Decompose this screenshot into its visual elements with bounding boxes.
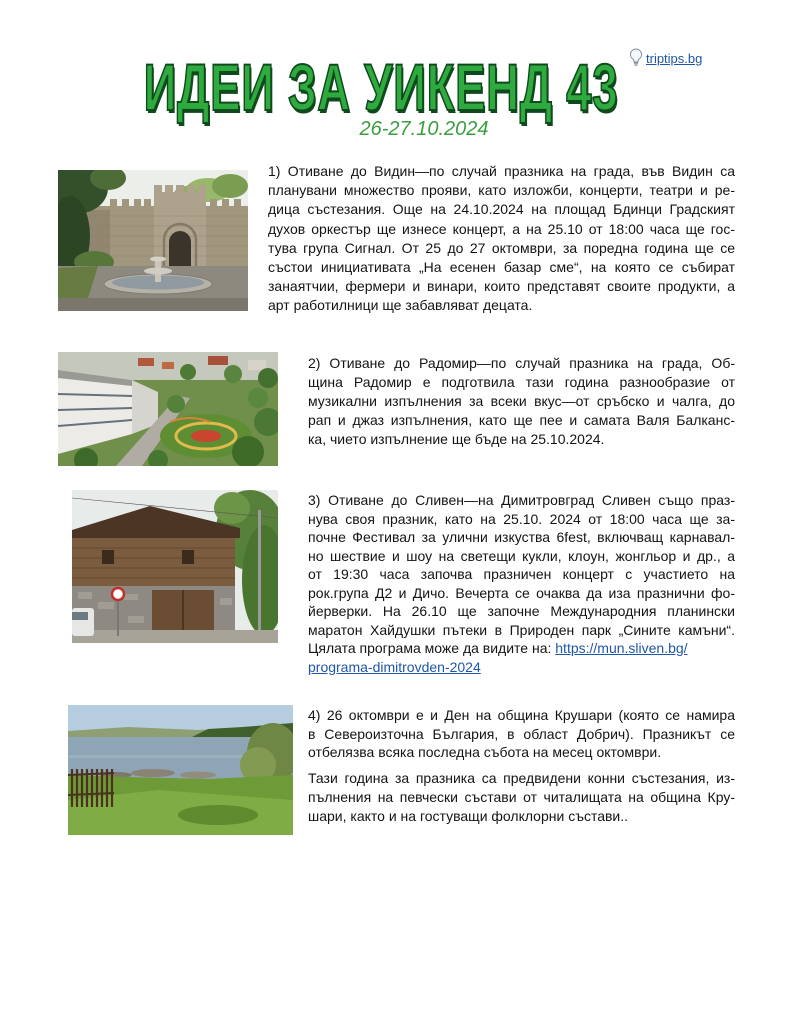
krushari-text-line: пълнения на певчески състави от читалищата на община Кру- [308,789,735,805]
vidin-text-line: духов оркестър ще изнесе концерт, а на 25.10 от 18:00 часа ще гос- [268,220,735,237]
program-text: Цялата програма може да видите на: [308,640,556,656]
vidin-text-line: дица състезания. Още на 24.10.2024 на площад Бдинци Градският [268,201,735,218]
vidin-text-line: занаятчии, фермери и винари, които представят своите продукти, а [268,278,735,295]
sliven-text-line: но шествие и шоу на светещи кукли, клоун, жонгльор и др., а [308,547,735,564]
program-link-continued[interactable]: programa-dimitrovden-2024 [308,658,481,675]
sliven-text-line: 3) Отиване до Сливен—на Димитровград Сливен също праз- [308,492,735,508]
vidin-text-line: 1) Отиване до Видин—по случай празника на града, във Видин са [268,163,735,179]
radomir-photo-image [58,352,278,466]
krushari-text-line: Тази година за празника са предвидени конни състезания, из- [308,770,735,786]
krushari-text-line: шари, както и на гостуващи фолклорни състави.. [308,808,629,824]
wooden-house [72,506,240,636]
triptips-link[interactable]: triptips.bg [646,51,703,66]
radomir-text-line: ка, чието изпълнение ще бъде на 25.10.2024. [308,431,605,447]
date-range: 26-27.10.2024 [359,118,489,140]
vidin-text-line: тува група Сигнал. От 25 до 27 октомври, за поредна година ще се [268,239,735,256]
radomir-text-line: щина Радомир е подготвила тази година разнообразие от [308,374,735,390]
krushari-events-paragraph [308,769,735,826]
sliven-photo [72,490,278,643]
sliven-text-line: нува своя празник, като на 25.10. 2024 от 18:00 часа ще за- [308,510,735,527]
vidin-text-line: състои инициативата „На есенен базар сме“, на която се събират [268,258,735,275]
sliven-photo-image [72,490,278,643]
radomir-text-line: 2) Отиване до Радомир—по случай празника на града, Об- [308,355,735,371]
vidin-photo [58,170,248,311]
krushari-text-line: в Североизточна България, в област Добрич). Празникът се [308,725,735,742]
radomir-text-line: музикални изпълнения за всеки вкус—от сръбско и чалга, до [308,393,735,409]
vidin-text-line: арт работилници ще забавляват децата. [268,297,533,314]
sliven-text-line: йерверки. На 26.10 ще започне Международния планински [308,603,735,619]
sliven-text-line: маратон Хайдушки пътеки в Природен парк „Сините камъни“. [308,621,735,638]
radomir-text-line: рап и джаз изпълнения, като ще пее и самата Валя Балканс- [308,412,735,428]
vidin-paragraph [268,162,735,316]
title-block [0,50,761,124]
car [72,608,94,636]
page-title: ИДЕИ ЗА УИКЕНД 43 [143,50,618,124]
vidin-text-line: планувани множество прояви, като изложби, концерти, театри и ре- [268,182,735,199]
radomir-paragraph [308,354,735,449]
sliven-paragraph [308,491,735,676]
vidin-photo-image [58,170,248,311]
program-link[interactable]: https://mun.sliven.bg/ [555,640,688,656]
krushari-photo-image [68,705,293,835]
krushari-photo [68,705,293,835]
sliven-text-line: от 19:30 часа започва празничен концерт с участието на [308,566,735,582]
krushari-text-line: 4) 26 октомври е и Ден на община Крушари (която се намира [308,707,735,723]
sliven-text-line: почне Фестивал за улични изкуства 6fest, включващ карнавал- [308,529,735,545]
sliven-text-line [308,658,735,677]
krushari-text-line: отбелязва всяка последна събота на месец октомври. [308,744,662,761]
radomir-photo [58,352,278,466]
sliven-text-line [308,639,735,658]
sliven-text-line: рок.група Д2 и Дичо. Вечерта се очаква да иза празнични фо- [308,584,735,601]
krushari-paragraph [308,706,735,762]
